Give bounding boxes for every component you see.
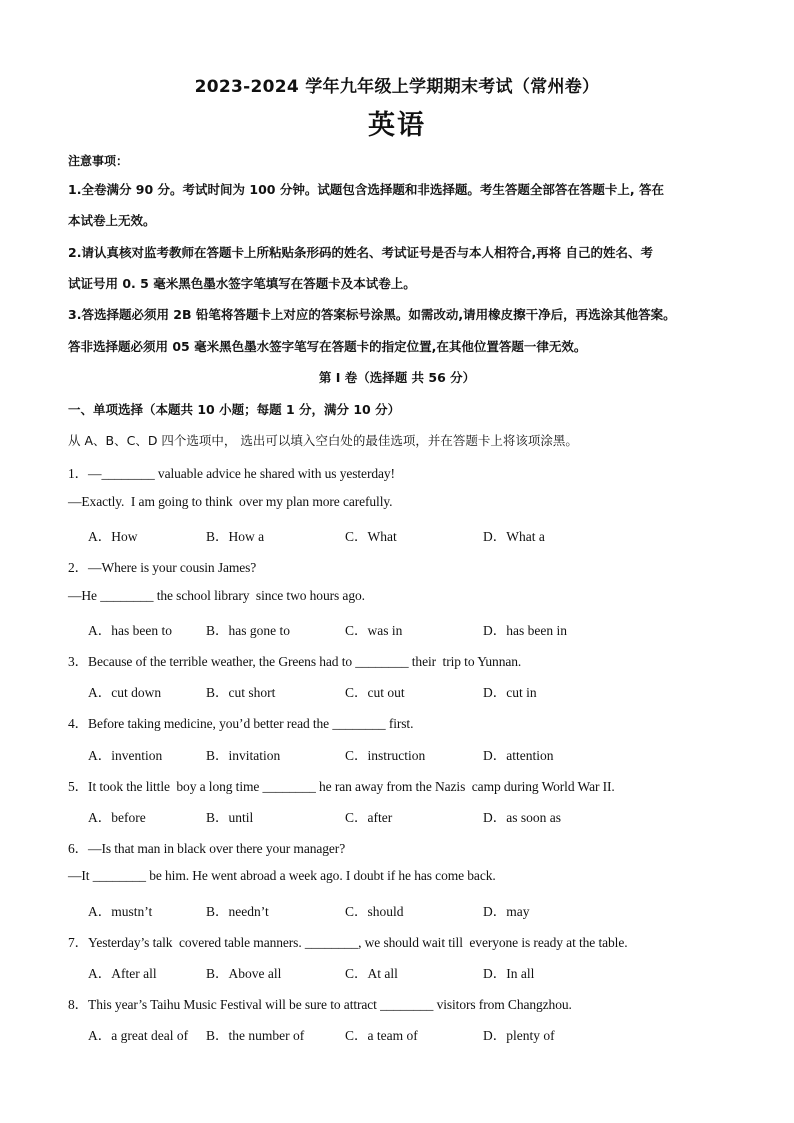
question-3-stem: 3．Because of the terrible weather, the Greens had to ________ their trip to Yunnan. [68, 654, 522, 669]
section-title: 第 I 卷（选择题 共 56 分） [318, 370, 476, 385]
question-2-response: —He ________ the school library since two hours ago. [68, 588, 365, 603]
question-7-option-d: D．In all [483, 966, 535, 981]
question-1-option-c: C．What [345, 529, 397, 544]
question-4-stem: 4．Before taking medicine, you’d better read the ________ first. [68, 716, 414, 731]
question-3-option-a: A．cut down [88, 685, 162, 700]
notice-heading: 注意事项： [68, 154, 129, 168]
question-3-option-d: D．cut in [483, 685, 537, 700]
question-2-option-c: C．was in [345, 623, 403, 638]
question-5-option-b: B．until [206, 810, 254, 825]
notice-item-1-line-2: 本试卷上无效。 [68, 213, 156, 228]
question-7-option-c: C．At all [345, 966, 398, 981]
notice-item-2-line-2: 试证号用 0. 5 毫米黑色墨水签字笔填写在答题卡及本试卷上。 [68, 276, 416, 291]
question-1-option-b: B．How a [206, 529, 265, 544]
question-2-option-d: D．has been in [483, 623, 567, 638]
question-6-option-b: B．needn’t [206, 904, 269, 919]
notice-item-3-line-1: 3.答选择题必须用 2B 铅笔将答题卡上对应的答案标号涂黑。如需改动,请用橡皮擦干净后，再选涂其他答案。 [68, 307, 676, 322]
question-3-option-b: B．cut short [206, 685, 276, 700]
part-instruction: 从 A、B、C、D 四个选项中， 选出可以填入空白处的最佳选项，并在答题卡上将该项涂黑。 [68, 433, 578, 448]
question-6-option-a: A．mustn’t [88, 904, 153, 919]
question-2-option-a: A．has been to [88, 623, 172, 638]
question-6-option-c: C．should [345, 904, 404, 919]
question-7-option-a: A．After all [88, 966, 157, 981]
question-4-option-d: D．attention [483, 748, 554, 763]
notice-item-2-line-1: 2.请认真核对监考教师在答题卡上所粘贴条形码的姓名、考试证号是否与本人相符合,再将 自己的姓名、考 [68, 245, 654, 260]
question-4-option-a: A．invention [88, 748, 163, 763]
question-6-stem: 6．—Is that man in black over there your manager? [68, 841, 346, 856]
question-8-option-c: C．a team of [345, 1028, 418, 1043]
question-1-option-d: D．What a [483, 529, 545, 544]
question-5-option-d: D．as soon as [483, 810, 561, 825]
question-8-option-b: B．the number of [206, 1028, 305, 1043]
question-4-option-b: B．invitation [206, 748, 281, 763]
notice-item-1-line-1: 1.全卷满分 90 分。考试时间为 100 分钟。试题包含选择题和非选择题。考生答题全部答在答题卡上, 答在 [68, 182, 664, 197]
question-8-option-d: D．plenty of [483, 1028, 555, 1043]
question-7-stem: 7．Yesterday’s talk covered table manners. ________, we should wait till everyone is ready at the table. [68, 935, 628, 950]
question-1-option-a: A．How [88, 529, 138, 544]
question-8-option-a: A．a great deal of [88, 1028, 189, 1043]
question-5-option-a: A．before [88, 810, 146, 825]
part-title: 一、单项选择（本题共 10 小题；每题 1 分，满分 10 分） [68, 402, 401, 417]
question-4-option-c: C．instruction [345, 748, 426, 763]
question-7-option-b: B．Above all [206, 966, 282, 981]
question-6-option-d: D．may [483, 904, 530, 919]
notice-item-3-line-2: 答非选择题必须用 05 毫米黑色墨水签字笔写在答题卡的指定位置,在其他位置答题一律无效。 [68, 339, 587, 354]
question-5-stem: 5．It took the little boy a long time ________ he ran away from the Nazis camp during World War II. [68, 779, 615, 794]
question-3-option-c: C．cut out [345, 685, 405, 700]
question-5-option-c: C．after [345, 810, 393, 825]
question-6-response: —It ________ be him. He went abroad a week ago. I doubt if he has come back. [68, 868, 496, 883]
subject-title: 英语 [368, 110, 426, 141]
question-2-stem: 2．—Where is your cousin James? [68, 560, 257, 575]
question-2-option-b: B．has gone to [206, 623, 290, 638]
question-1-response: —Exactly. I am going to think over my plan more carefully. [68, 494, 393, 509]
exam-title: 2023-2024 学年九年级上学期期末考试（常州卷） [194, 77, 600, 97]
question-1-stem: 1．—________ valuable advice he shared with us yesterday! [68, 466, 395, 481]
question-8-stem: 8．This year’s Taihu Music Festival will be sure to attract ________ visitors from Changzhou. [68, 997, 572, 1012]
